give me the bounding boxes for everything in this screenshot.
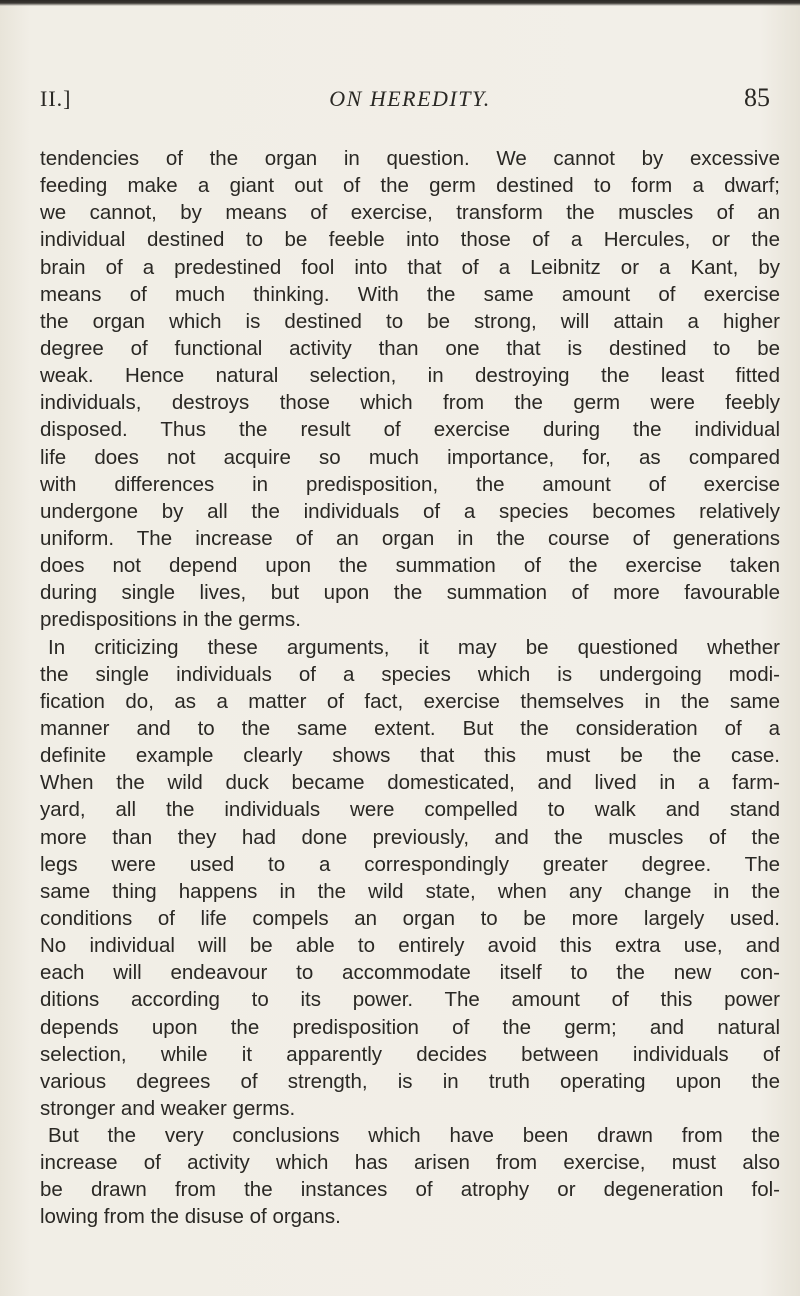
text-line: manner and to the same extent. But the consideration of a [40,716,780,740]
text-line: lowing from the disuse of organs. [40,1205,341,1229]
text-line: fication do, as a matter of fact, exercise themselves in the same [40,689,780,713]
text-line: undergone by all the individuals of a species becomes relatively [40,499,780,523]
text-line: individuals, destroys those which from the germ were feebly [40,391,780,415]
text-line: ditions according to its power. The amount of this power [40,988,780,1012]
text-line: When the wild duck became domesticated, and lived in a farm- [40,771,780,795]
text-line: selection, while it apparently decides between individuals of [40,1042,780,1066]
text-line: each will endeavour to accommodate itself to the new con- [40,961,780,985]
text-line: means of much thinking. With the same amount of exercise [40,282,780,306]
text-line: degree of functional activity than one that is destined to be [40,336,780,360]
text-line: No individual will be able to entirely avoid this extra use, and [40,934,780,958]
text-line: increase of activity which has arisen from exercise, must also [40,1151,780,1175]
text-line: In criticizing these arguments, it may be questioned whether [48,635,780,659]
text-line: various degrees of strength, is in truth operating upon the [40,1069,780,1093]
text-line: individual destined to be feeble into those of a Hercules, or the [40,228,780,252]
text-line: uniform. The increase of an organ in the course of generations [40,526,780,550]
text-line: more than they had done previously, and the muscles of the [40,825,780,849]
text-line: the organ which is destined to be strong, will attain a higher [40,309,780,333]
body-text [40,145,780,1231]
text-line: weak. Hence natural selection, in destroying the least fitted [40,364,780,388]
page-number: 85 [744,83,770,112]
running-title: ON HEREDITY. [329,86,491,111]
text-line: we cannot, by means of exercise, transform the muscles of an [40,201,780,225]
text-line: tendencies of the organ in question. We cannot by excessive [40,147,780,170]
text-line: depends upon the predisposition of the germ; and natural [40,1015,780,1039]
text-line: life does not acquire so much importance, for, as compared [40,445,780,469]
text-line: feeding make a giant out of the germ destined to form a dwarf; [40,174,780,198]
text-line: the single individuals of a species which is undergoing modi- [40,662,780,686]
text-line: definite example clearly shows that this must be the case. [40,744,780,768]
text-line: brain of a predestined fool into that of a Leibnitz or a Kant, by [40,255,780,279]
chapter-number: II.] [40,86,72,111]
text-line: be drawn from the instances of atrophy or degeneration fol- [40,1178,780,1202]
text-line: during single lives, but upon the summation of more favourable [40,581,780,605]
text-line: same thing happens in the wild state, when any change in the [40,879,780,903]
text-line: legs were used to a correspondingly greater degree. The [40,852,780,876]
text-line: with differences in predisposition, the amount of exercise [40,472,780,496]
text-line: disposed. Thus the result of exercise during the individual [40,418,780,442]
text-line: conditions of life compels an organ to be more largely used. [40,906,780,930]
text-line: does not depend upon the summation of the exercise taken [40,554,780,578]
text-line: yard, all the individuals were compelled to walk and stand [40,798,780,822]
text-line: stronger and weaker germs. [40,1096,296,1120]
text-line: But the very conclusions which have been drawn from the [48,1124,780,1148]
running-head [40,83,770,120]
page-top-edge-shadow [0,0,800,6]
text-line: predispositions in the germs. [40,608,301,632]
